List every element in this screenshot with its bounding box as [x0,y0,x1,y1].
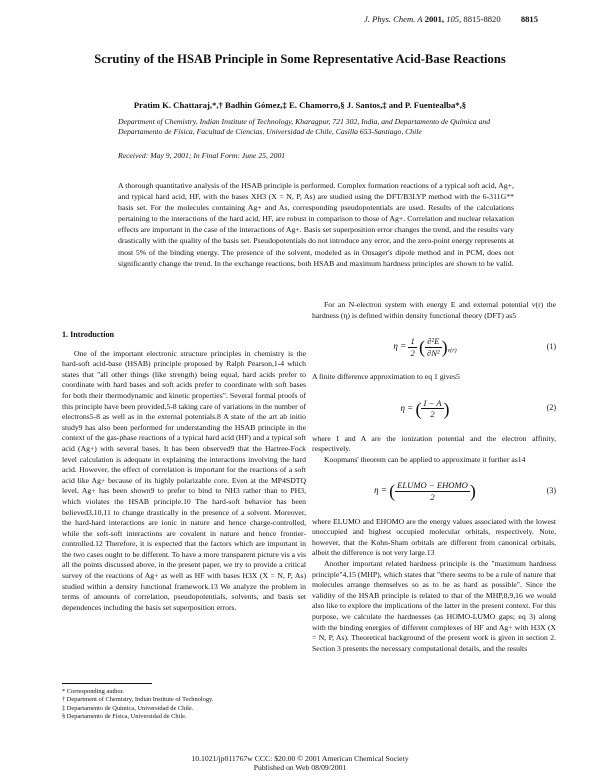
footnote: ‡ Departamento de Química, Universidad de Chile. [62,704,194,712]
paragraph-orbital-energies: where ELUMO and EHOMO are the energy values associated with the lowest unoccupied and highest occupied molecular orbitals, respectively. Note, however, that the Kohn-Sham orbitals are different from canonical orbitals, albeit the difference is not very large.13 [312,516,556,558]
footnote: * Corresponding author. [62,688,124,695]
footnotes [62,688,306,721]
page-footer [0,755,600,773]
published-line: Published on Web 08/09/2001 [253,762,347,772]
running-header [364,14,538,24]
journal-volume: 105, [446,14,462,24]
left-column [62,330,306,613]
footnote-rule [62,683,152,684]
page-number: 8815 [520,14,538,24]
paragraph-koopmans: Koopmans' theorem can be applied to approximate it further as14 [324,454,526,464]
right-column [312,300,556,654]
eq1-derivative: $\frac{\text{∂²E}}{\text{∂N²}}$ [427,336,440,358]
eq3-fraction: $\frac{\text{ELUMO − EHOMO}}{2}$ [397,480,468,503]
eq3-label: (3) [546,486,556,496]
eq2-lhs: η = [400,402,414,413]
eq2-fraction: $\frac{I - A}{2}$ [423,397,442,420]
section-heading: 1. Introduction [62,330,115,339]
eq2-label: (2) [546,403,556,413]
equation-1: η = $\frac{1}{2}$ ( $\frac{\text{∂²E}}{\text{∂N²}}$ )$_{v(r)}$ (1) [393,336,556,358]
intro-paragraph: One of the important electronic structure principles in chemistry is the hard-soft acid-base (HSAB) principle proposed by Ralph Pearson,1-4 which states that "all other things (like strength) being equal, hard acids prefer to coordinate with hard bases and soft acids prefer to coordinate with soft bases for both their thermodynamic and kinetic properties". Several formal proofs of this principle have been provided,5-8 taking care of variations in the number of electrons5-8 as well as in the external potentials.8 A state of the art ab initio study9 has also been performed for understanding the HSAB principle in the context of the gas-phase reactions of a typical hard acid (HF) and a typical soft acid (Ag+) with several bases. It has been observed9 that the Hartree-Fock level calculation is adequate in explaining the interactions involving the hard acid. However, the effect of correlation is important for the reactions of a soft acid like Ag+ because of its highly polarizable core. Even at the MP4SDTQ level, Ag+ has been shown9 to prefer to bind to NH3 rather than to PH3, which violates the HSAB principle.10 The hard-soft behavior has been believed3,10,11 to change drastically in the presence of a solvent. Moreover, the hard-hard interactions are ionic in nature and hence charge-controlled, while the soft-soft interactions are covalent in nature and hence frontier-controlled.12 Therefore, it is expected that the factors which are important in the two cases ought to be different. To have a more transparent picture vis a vis all the points discussed above, in the present paper, we try to provide a critical survey of the reactions of Ag+ as well as HF with bases H3X (X = N, P, As) studied within a density functional framework.13 We analyze the problem in terms of amounts of correlation, pseudopotentials, solvents, and basis set dependences including the basis set superposition errors. [62,348,306,612]
journal-name: J. Phys. Chem. A [363,14,423,24]
paragraph-ionization: where I and A are the ionization potential and the electron affinity, respectively. [312,433,556,454]
abstract: A thorough quantitative analysis of the HSAB principle is performed. Complex formation reactions of a typical soft acid, Ag+, and typical hard acid, HF, with the bases XH3 (X = N, P, As) are studied using the DFT/B3LYP method with the 6-311G** basis set. For the molecules containing Ag+ and As, corresponding pseudopotentials are used. Results of the calculations pertaining to the interactions of the hard acid, HF, are robust in comparison to those of Ag+. Correlation and nuclear relaxation effects are important in the case of the interactions of Ag+. Basis set superposition error changes the trend, and the results vary drastically with the quality of the basis set. Pseudopotentials do not introduce any error, and the zero-point energy represents at most 5% of the binding energy. The presence of the solvent, modeled as in Onsager's dipole method and in PCM, does not significantly change the trend. In the exchange reactions, both HSAB and maximum hardness principles are shown to be valid. [118,181,514,268]
paper-title: Scrutiny of the HSAB Principle in Some Representative Acid-Base Reactions [94,52,506,66]
eq1-lhs: η = [393,341,407,352]
eq1-subscript: v(r) [447,348,457,355]
paragraph-finite-difference: A finite difference approximation to eq 1 gives5 [312,372,460,382]
journal-pages: 8815-8820 [463,14,501,24]
eq1-coefficient: $\frac{1}{2}$ [410,336,415,358]
equation-2: η = ( $\frac{I - A}{2}$ ) (2) [400,397,556,420]
equation-3: η = ( $\frac{\text{ELUMO − EHOMO}}{2}$ ) (3) [374,480,556,503]
paragraph-hardness-definition: For an N-electron system with energy E and external potential v(r) the hardness (η) is defined within density functional theory (DFT) as5 [312,300,556,320]
affiliation: Department of Chemistry, Indian Institute of Technology, Kharagpur, 721 302, India, and Departamento de Química and Departamento de Física, Facultad de Ciencias, Universidad de Chile, Casilla 653-Santiago, Chile [118,117,491,137]
received-dates: Received: May 9, 2001; In Final Form: June 25, 2001 [118,151,286,160]
footnote: § Departamento de Física, Universidad de Chile. [62,712,187,720]
paragraph-maximum-hardness: Another important related hardness principle is the "maximum hardness principle"4,15 (MHP), which states that "there seems to be a rule of nature that molecules arrange themselves so as to be as hard as possible". Since the validity of the HSAB principle is related to that of the MHP,8,9,16 we would also like to explore the implications of the latter in the present context. For this purpose, we calculate the hardnesses (as HOMO-LUMO gaps; eq 3) along with the binding energies of different complexes of HF and Ag+ with H3X (X = N, P, As). Theoretical background of the present work is given in section 2. Section 3 presents the necessary computational details, and the results [312,558,556,653]
eq1-label: (1) [546,341,556,351]
journal-year: 2001, [424,14,445,24]
doi-line: 10.1021/jp011767w CCC: $20.00 © 2001 American Chemical Society [191,754,409,763]
footnote: † Department of Chemistry, Indian Institute of Technology. [62,696,214,704]
eq3-lhs: η = [374,485,387,496]
author-list: Pratim K. Chattaraj,*,† Badhin Gómez,‡ E. Chamorro,§ J. Santos,‡ and P. Fuentealba*,§ [133,100,467,110]
